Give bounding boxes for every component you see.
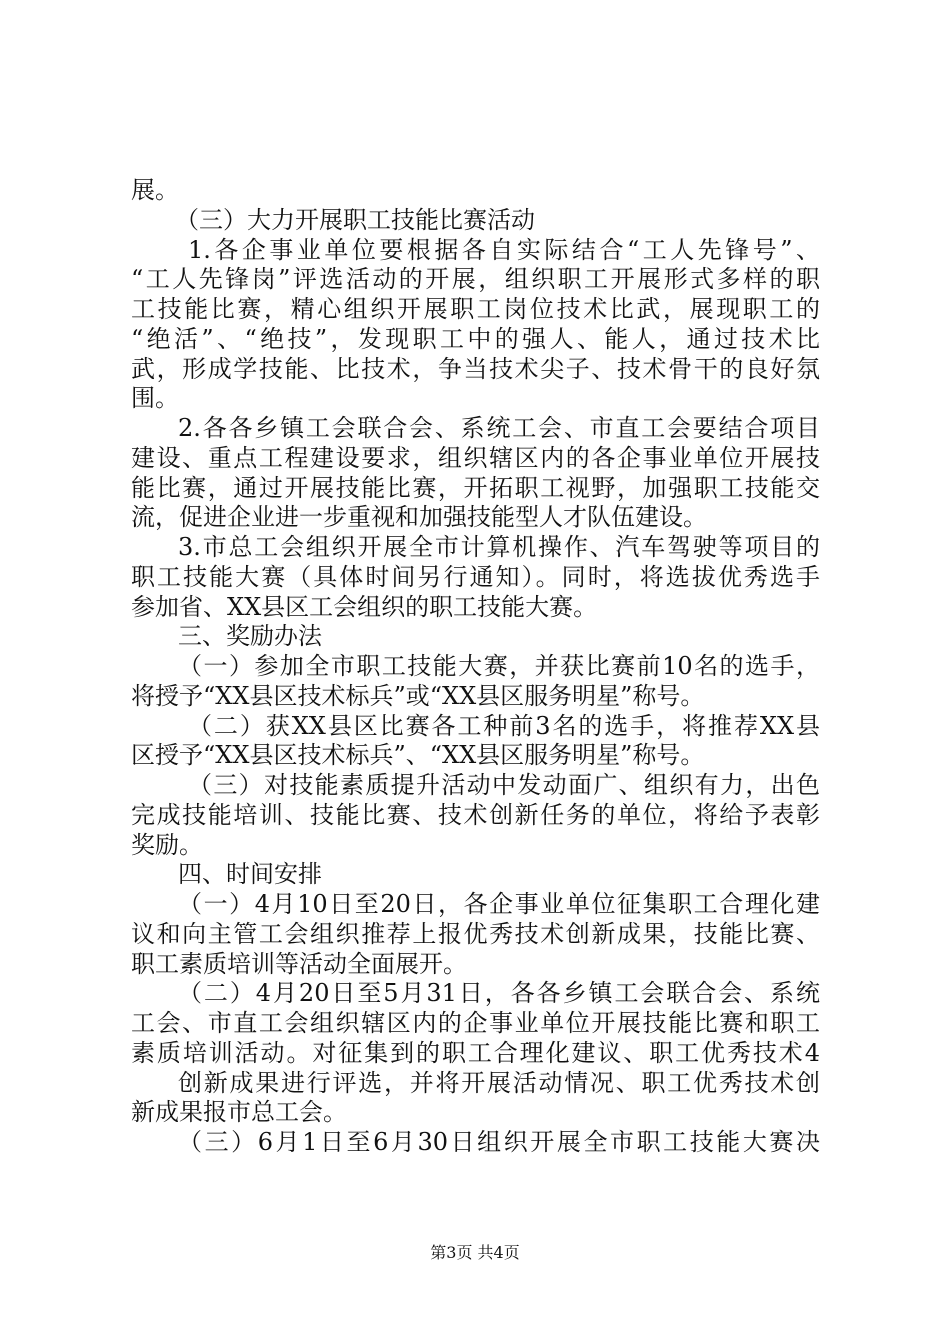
text-line: 武，形成学技能、比技术，争当技术尖子、技术骨干的良好氛 — [131, 355, 820, 383]
text-line: 将授予“XX县区技术标兵”或“XX县区服务明星”称号。 — [131, 682, 705, 710]
text-line: （三）对技能素质提升活动中发动面广、组织有力，出色 — [188, 771, 820, 799]
text-line: 职工素质培训等活动全面展开。 — [131, 950, 467, 978]
text-line: 围。 — [131, 384, 179, 412]
text-line: （一）参加全市职工技能大赛，并获比赛前10名的选手， — [178, 652, 820, 680]
text-line: 创新成果进行评选，并将开展活动情况、职工优秀技术创 — [178, 1069, 820, 1097]
text-line: 工会、市直工会组织辖区内的企事业单位开展技能比赛和职工 — [131, 1009, 820, 1037]
text-line: 建设、重点工程建设要求，组织辖区内的各企事业单位开展技 — [131, 444, 820, 472]
text-line: （三）6月1日至6月30日组织开展全市职工技能大赛决 — [178, 1128, 820, 1156]
text-line: （二）获XX县区比赛各工种前3名的选手，将推荐XX县 — [188, 712, 820, 740]
text-line: 新成果报市总工会。 — [131, 1098, 347, 1126]
text-line: 3.市总工会组织开展全市计算机操作、汽车驾驶等项目的 — [178, 533, 820, 561]
text-line: 奖励。 — [131, 831, 203, 859]
text-line: 参加省、XX县区工会组织的职工技能大赛。 — [131, 593, 598, 621]
section-heading: （三）大力开展职工技能比赛活动 — [175, 206, 535, 234]
page-number: 第3页 共4页 — [430, 1243, 520, 1262]
section-heading: 三、奖励办法 — [178, 622, 322, 650]
text-line: （二）4月20日至5月31日，各各乡镇工会联合会、系统 — [178, 979, 820, 1007]
text-line: 工技能比赛，精心组织开展职工岗位技术比武，展现职工的 — [131, 295, 820, 323]
text-line: “工人先锋岗”评选活动的开展，组织职工开展形式多样的职 — [131, 265, 820, 293]
text-line: 议和向主管工会组织推荐上报优秀技术创新成果，技能比赛、 — [131, 920, 820, 948]
text-line: （一）4月10日至20日，各企事业单位征集职工合理化建 — [178, 890, 820, 918]
text-line: 能比赛，通过开展技能比赛，开拓职工视野，加强职工技能交 — [131, 474, 820, 502]
text-line: 区授予“XX县区技术标兵”、“XX县区服务明星”称号。 — [131, 741, 705, 769]
text-line: 素质培训活动。对征集到的职工合理化建议、职工优秀技术4 — [131, 1039, 820, 1067]
text-line: 流，促进企业进一步重视和加强技能型人才队伍建设。 — [131, 503, 707, 531]
text-line: 1.各企事业单位要根据各自实际结合“工人先锋号”、 — [188, 236, 820, 264]
text-line: 展。 — [131, 176, 179, 204]
text-line: “绝活”、“绝技”，发现职工中的强人、能人，通过技术比 — [131, 325, 820, 353]
text-line: 职工技能大赛（具体时间另行通知）。同时，将选拔优秀选手 — [131, 563, 820, 591]
text-line: 完成技能培训、技能比赛、技术创新任务的单位，将给予表彰 — [131, 801, 820, 829]
section-heading: 四、时间安排 — [178, 860, 322, 888]
text-line: 2.各各乡镇工会联合会、系统工会、市直工会要结合项目 — [178, 414, 820, 442]
